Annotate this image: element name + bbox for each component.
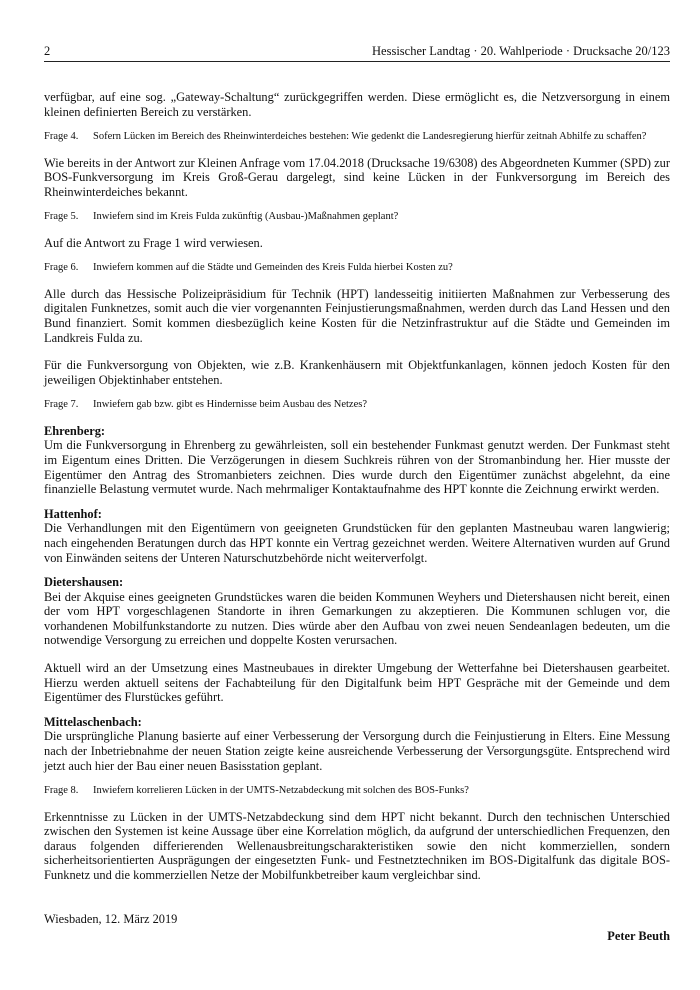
question-8 bbox=[44, 785, 670, 797]
section-text-mittelaschenbach: Die ursprüngliche Planung basierte auf einer Verbesserung der Versorgung durch die Feinjustierung in Elters. Eine Messung nach der Inbetriebnahme der neuen Station zeigte keine ausreichende Verbesserung der Versorgungsgüte. Entsprechend wird jetzt auch hier der Bau einer neuen Basisstation geplant. bbox=[44, 729, 670, 773]
page-header bbox=[44, 44, 670, 62]
question-6 bbox=[44, 262, 670, 274]
question-text: Inwiefern gab bzw. gibt es Hindernisse beim Ausbau des Netzes? bbox=[93, 399, 367, 411]
answer-6-paragraph-2: Für die Funkversorgung von Objekten, wie z.B. Krankenhäusern mit Objektfunkanlagen, können jedoch Kosten für den jeweiligen Objektinhaber entstehen. bbox=[44, 358, 670, 387]
answer-8: Erkenntnisse zu Lücken in der UMTS-Netzabdeckung sind dem HPT nicht bekannt. Durch den technischen Unterschied zwischen den Systemen ist keine Aussage über eine Korrelation möglich, da aufgrund der unterschiedlichen Frequenzen, den daraus folgenden differierenden Wellenausbreitungscharakteristiken sowie den nicht kommerziellen, sondern sicherheitsorientierten Ausprägungen der eingesetzten Funk- und Festnetztechniken im BOS-Digitalfunk das digitale BOS-Funknetz und die kommerziellen Netze der Mobilfunkbetreiber kaum vergleichbar sind. bbox=[44, 809, 670, 882]
document-body bbox=[44, 90, 670, 944]
question-text: Inwiefern kommen auf die Städte und Gemeinden des Kreis Fulda hierbei Kosten zu? bbox=[93, 262, 453, 274]
section-heading-mittelaschenbach: Mittelaschenbach: bbox=[44, 714, 142, 729]
question-text: Sofern Lücken im Bereich des Rheinwinterdeiches bestehen: Wie gedenkt die Landesregierung hierfür zeitnah Abhilfe zu schaffen? bbox=[93, 131, 647, 143]
section-heading-dietershausen: Dietershausen: bbox=[44, 575, 124, 590]
intro-paragraph: verfügbar, auf eine sog. „Gateway-Schaltung“ zurückgegriffen werden. Diese ermöglicht es, die Netzversorgung in einem kleinen definierten Bereich zu verstärken. bbox=[44, 90, 670, 119]
answer-5: Auf die Antwort zu Frage 1 wird verwiesen. bbox=[44, 235, 263, 250]
question-5 bbox=[44, 211, 670, 223]
section-text-dietershausen-2: Aktuell wird an der Umsetzung eines Mastneubaues in direkter Umgebung der Wetterfahne bei Dietershausen gearbeitet. Hierzu werden aktuell seitens der Fachabteilung für den Digitalfunk beim HPT Gespräche mit der Gemeinde und dem Eigentümer des Flurstückes geführt. bbox=[44, 661, 670, 705]
question-text: Inwiefern sind im Kreis Fulda zukünftig (Ausbau-)Maßnahmen geplant? bbox=[93, 211, 399, 223]
signature: Peter Beuth bbox=[607, 929, 670, 944]
question-label: Frage 8. bbox=[44, 785, 79, 797]
question-label: Frage 7. bbox=[44, 399, 79, 411]
section-text-dietershausen-1: Bei der Akquise eines geeigneten Grundstückes waren die beiden Kommunen Weyhers und Dietershausen nicht bereit, einen der vom HPT vorgeschlagenen Standorte in ihren Gemarkungen zu akzeptieren. Die Kommunen schlugen vor, die vorhandenen Mobilfunkstandorte zu nutzen. Dies würde aber den Aufbau von zwei neuen Sendeanlagen bedeuten, um die notwendige Versorgung zu erreichen und doppelte Kosten verursachen. bbox=[44, 589, 670, 648]
question-text: Inwiefern korrelieren Lücken in der UMTS-Netzabdeckung mit solchen des BOS-Funks? bbox=[93, 785, 469, 797]
section-text-hattenhof: Die Verhandlungen mit den Eigentümern von geeigneten Grundstücken für den geplanten Mastneubau waren langwierig; nach eingehenden Beratungen durch das HPT konnte ein Vertrag gezeichnet werden. Weitere Alternativen wurden auf Grund von Einwänden seitens der Unteren Naturschutzbehörde nicht weiterverfolgt. bbox=[44, 521, 670, 565]
section-heading-hattenhof: Hattenhof: bbox=[44, 506, 102, 521]
answer-6-paragraph-1: Alle durch das Hessische Polizeipräsidium für Technik (HPT) landesseitig initiierten Maßnahmen zur Verbesserung des digitalen Funknetzes, somit auch die vier vorgenannten Feinjustierungsmaßnahmen, werden durch das Land Hessen und den Bund finanziert. Somit kommen diesbezüglich keine Kosten für die Netzinfrastruktur auf die Städte und Gemeinden im Landkreis Fulda zu. bbox=[44, 286, 670, 345]
page-number: 2 bbox=[44, 44, 51, 58]
answer-4: Wie bereits in der Antwort zur Kleinen Anfrage vom 17.04.2018 (Drucksache 19/6308) des Abgeordneten Kummer (SPD) zur BOS-Funkversorgung im Kreis Groß-Gerau dargelegt, sind keine Lücken in der Funkversorgung im Bereich des Rheinwinterdeiches bekannt. bbox=[44, 155, 670, 199]
place-and-date: Wiesbaden, 12. März 2019 bbox=[44, 911, 178, 926]
document-meta: Hessischer Landtag · 20. Wahlperiode · Drucksache 20/123 bbox=[372, 44, 670, 58]
question-label: Frage 5. bbox=[44, 211, 79, 223]
section-heading-ehrenberg: Ehrenberg: bbox=[44, 423, 106, 438]
section-text-ehrenberg: Um die Funkversorgung in Ehrenberg zu gewährleisten, soll ein bestehender Funkmast genutzt werden. Der Funkmast steht im Eigentum eines Dritten. Die Verzögerungen in diesem Suchkreis rühren von der Stromanbindung her. Hier musste der Eigentümer den Antrag des Stromanbieters zeichnen. Dies wurde durch den Eigentümer zunächst abgelehnt, da eine finanzielle Belastung vermutet wurde. Nach mehrmaliger Kontaktaufnahme des HPT konnte die Zeichnung erwirkt werden. bbox=[44, 438, 670, 497]
question-7 bbox=[44, 399, 670, 411]
question-4 bbox=[44, 131, 670, 143]
question-label: Frage 6. bbox=[44, 262, 79, 274]
question-label: Frage 4. bbox=[44, 131, 79, 143]
